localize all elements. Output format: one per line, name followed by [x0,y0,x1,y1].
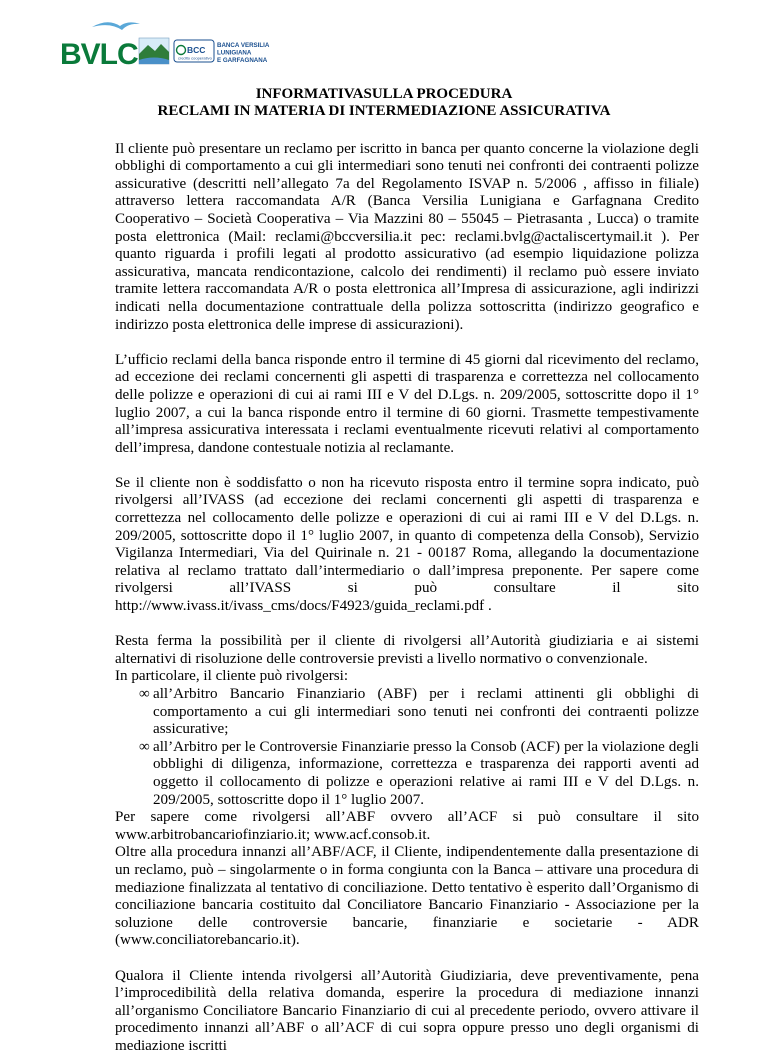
landscape-emblem [139,38,169,64]
document-body [115,123,699,1055]
bullet-list [115,686,699,809]
infinity-bullet-icon: ∞ [139,739,150,757]
svg-text:credito cooperativo: credito cooperativo [178,56,213,61]
bank-name-line-3: E GARFAGNANA [217,57,268,64]
list-item [115,739,699,809]
bank-name-line-2: LUNIGIANA [217,50,252,57]
list-item [115,686,699,739]
paragraph-response-times: L’ufficio reclami della banca risponde entro il termine di 45 giorni dal ricevimento del reclamo, ad eccezione dei reclami concernenti gli aspetti di trasparenza e correttezza nel collocamento delle polizze e operazioni di cui ai rami III e V del D.Lgs. n. 209/2005, sottoscritte dopo il 1° luglio 2007, a cui la banca risponde entro il termine di 60 giorni. Trasmette tempestivamente all’impresa assicurativa interessata i reclami eventualmente ricevuti relativi al comportamento dell’impresa, dandone contestuale notizia al reclamante. [115,352,699,458]
bcc-badge [174,40,214,62]
seagull-icon [92,22,140,30]
paragraph-judicial-authority: Resta ferma la possibilità per il cliente di rivolgersi all’Autorità giudiziaria e ai sistemi alternativi di risoluzione delle controversie previsti a livello normativo o convenzionale. [115,633,699,668]
paragraph-mediation: Oltre alla procedura innanzi all’ABF/ACF, il Cliente, indipendentemente dalla presentazione di un reclamo, può – singolarmente o in forma congiunta con la Banca – attivare una procedura di mediazione finalizzata al tentativo di conciliazione. Detto tentativo è esperito dall’Organismo di conciliazione bancaria costituito dal Conciliatore Bancario Finanziario - Associazione per la soluzione delle controversie bancarie, finanziarie e societarie - ADR (www.conciliatorebancario.it). [115,844,699,950]
infinity-bullet-icon: ∞ [139,686,150,704]
document-title-line-1: INFORMATIVASULLA PROCEDURA [0,86,768,103]
paragraph-complaint-submission: Il cliente può presentare un reclamo per iscritto in banca per quanto concerne la violazione degli obblighi di comportamento a cui gli intermediari sono tenuti nei confronti dei contraenti polizze assicurative (descritti nell’allegato 7a del Regolamento ISVAP n. 5/2006 , affisso in filiale) attraverso lettera raccomandata A/R (Banca Versilia Lunigiana e Garfagnana Credito Cooperativo – Società Cooperativa – Via Mazzini 80 – 55045 – Pietrasanta , Lucca) o tramite posta elettronica (Mail: reclami@bccversilia.it pec: reclami.bvlg@actaliscertymail.it ). Per quanto riguarda i profili legati al prodotto assicurativo (ad esempio liquidazione polizza assicurativa, mancata rendicontazione, calcolo dei rendimenti) il reclamo può essere inviato tramite lettera raccomandata A/R o posta elettronica all’Impresa di assicurazione, agli indirizzi indicati nella documentazione contrattuale della polizza sottoscritta (indirizzo geografico e indirizzo posta elettronica delle imprese di assicurazioni). [115,141,699,335]
paragraph-judicial-prerequisite: Qualora il Cliente intenda rivolgersi all’Autorità Giudiziaria, deve preventivamente, pena l’improcedibilità della relativa domanda, esperire la procedura di mediazione innanzi all’organismo Conciliatore Bancario Finanziario di cui al precedente periodo, ovvero attivare il procedimento innanzi all’ABF o all’ACF di cui sopra oppure presso uno degli organismi di mediazione iscritti [115,968,699,1055]
brand-logotype: BVLC [60,38,138,68]
paragraph-ivass: Se il cliente non è soddisfatto o non ha ricevuto risposta entro il termine sopra indicato, può rivolgersi all’IVASS (ad eccezione dei reclami concernenti gli aspetti di trasparenza e correttezza nel collocamento delle polizze e operazioni di cui ai rami III e V del D.Lgs. n. 209/2005, sottoscritte dopo il 1° luglio 2007, in quanto di competenza della Consob), Servizio Vigilanza Intermediari, Via del Quirinale n. 21 - 00187 Roma, allegando la documentazione relativa al reclamo trattato dall’intermediario o dall’impresa preponente. Per sapere come rivolgersi all’IVASS si può consultare il sito http://www.ivass.it/ivass_cms/docs/F4923/guida_reclami.pdf . [115,475,699,616]
bullet-text-acf: all’Arbitro per le Controversie Finanziarie presso la Consob (ACF) per la violazione degli obblighi di diligenza, informazione, correttezza e trasparenza dei rapporti aventi ad oggetto il collocamento di polizze e operazioni relative ai rami III e V del D.Lgs. n. 209/2005, sottoscritte dopo il 1° luglio 2007. [153,739,699,808]
bank-name-line-1: BANCA VERSILIA [217,42,270,49]
bullet-text-abf: all’Arbitro Bancario Finanziario (ABF) per i reclami attinenti gli obblighi di comportamento a cui gli intermediari sono tenuti nei confronti dei contraenti polizze assicurative; [153,686,699,737]
bank-logo [60,18,290,68]
svg-text:BCC: BCC [187,45,205,55]
paragraph-abf-acf-sites: Per sapere come rivolgersi all’ABF ovvero all’ACF si può consultare il sito [115,809,699,827]
paragraph-in-particular: In particolare, il cliente può rivolgersi: [115,668,699,686]
document-title-line-2: RECLAMI IN MATERIA DI INTERMEDIAZIONE ASSICURATIVA [0,103,768,120]
abf-acf-urls: www.arbitrobancariofinziario.it; www.acf.consob.it. [115,827,699,845]
